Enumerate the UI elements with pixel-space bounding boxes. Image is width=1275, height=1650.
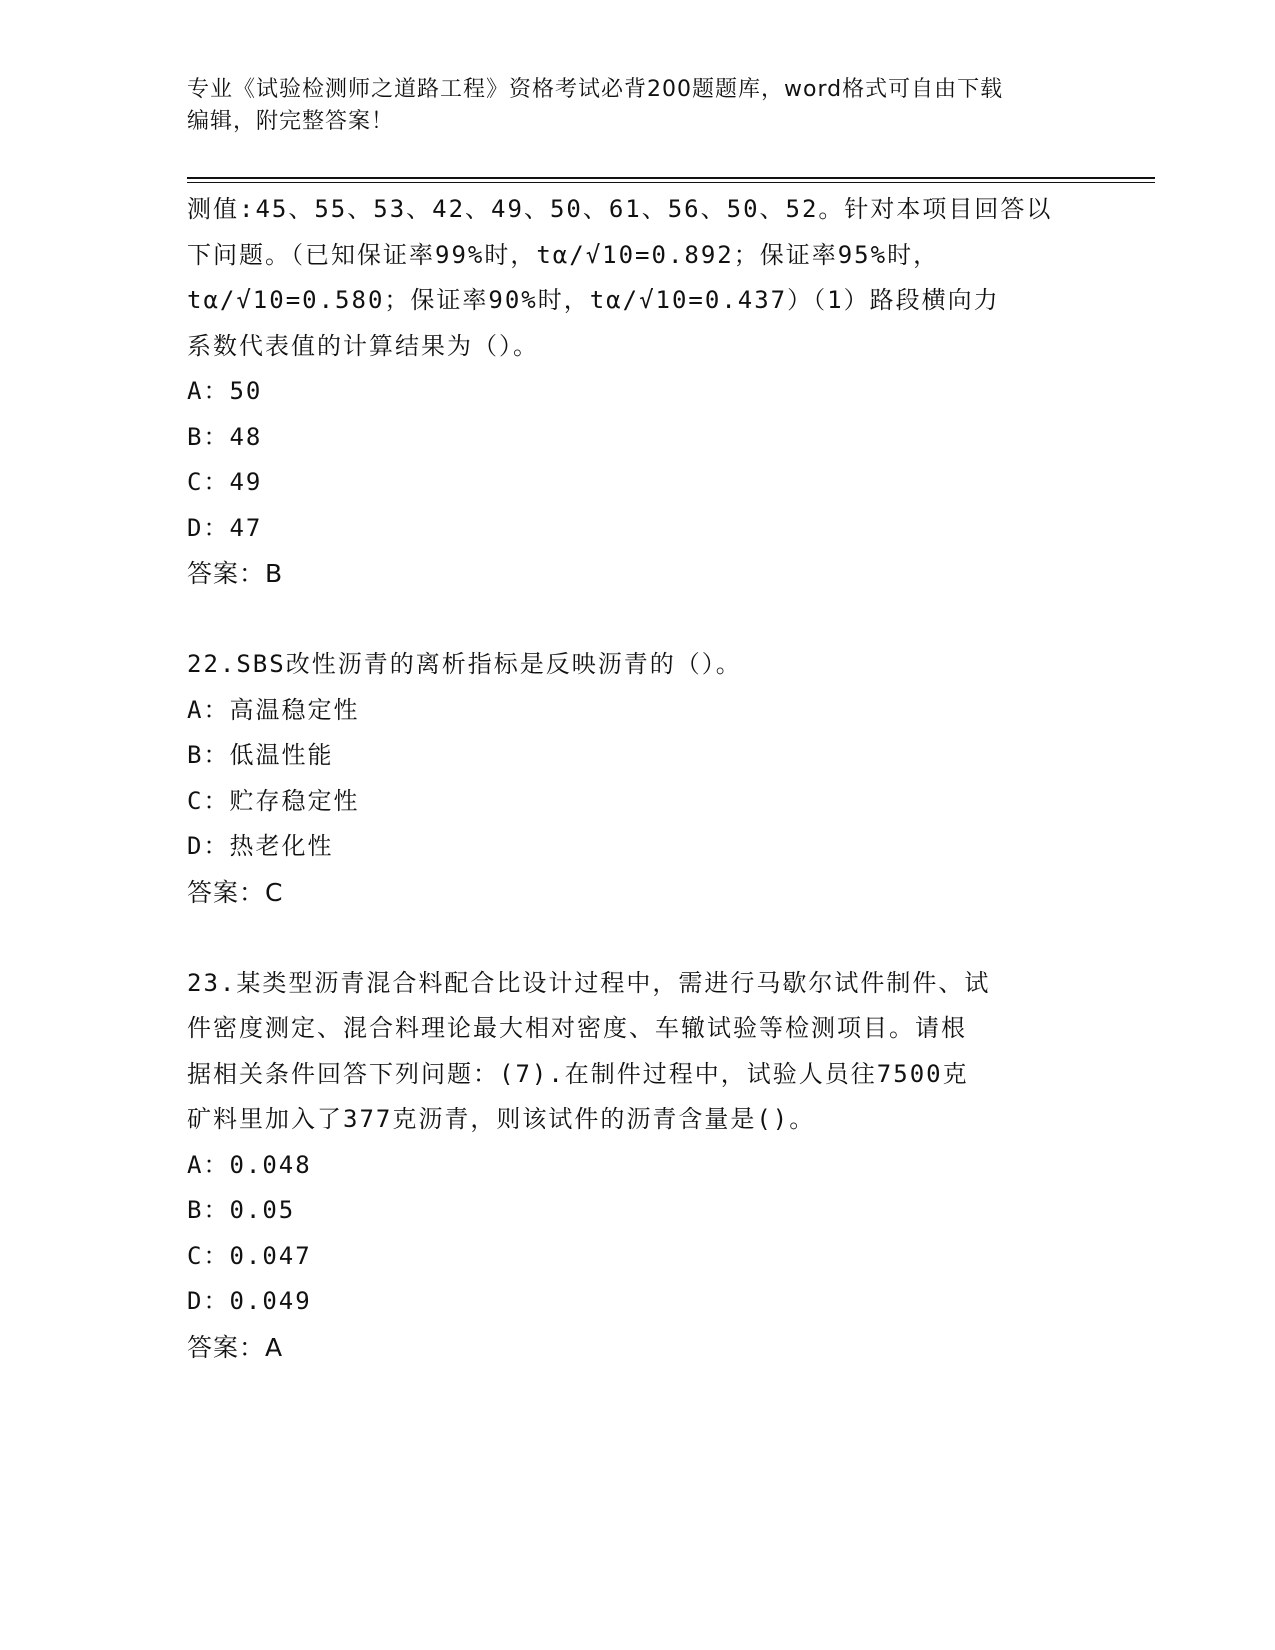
question-content bbox=[187, 187, 1087, 1370]
question-22-option-a: A：高温稳定性 bbox=[187, 695, 360, 724]
question-21-text-line-1: 测值:45、55、53、42、49、50、61、56、50、52。针对本项目回答以 bbox=[187, 195, 1053, 223]
question-22-option-b: B：低温性能 bbox=[187, 741, 334, 769]
question-21-text-line-2: 下问题。（已知保证率99%时，tα/√10=0.892；保证率95%时， bbox=[187, 240, 940, 269]
header-divider-thick bbox=[187, 177, 1155, 179]
question-21-option-a: A：50 bbox=[187, 377, 263, 405]
question-23-option-a: A：0.048 bbox=[187, 1150, 312, 1179]
question-21 bbox=[187, 187, 1087, 597]
question-23-text-line-4: 矿料里加入了377克沥青，则该试件的沥青含量是()。 bbox=[187, 1105, 816, 1133]
header-title-line-2: 编辑，附完整答案！ bbox=[187, 109, 395, 134]
question-spacer bbox=[187, 915, 1087, 961]
question-22-answer: 答案：C bbox=[187, 877, 284, 907]
header-divider-thin bbox=[187, 182, 1155, 183]
question-23-text-line-2: 件密度测定、混合料理论最大相对密度、车辙试验等检测项目。请根 bbox=[187, 1014, 967, 1042]
question-21-option-c: C：49 bbox=[187, 468, 263, 496]
question-23-text-line-1: 23.某类型沥青混合料配合比设计过程中，需进行马歇尔试件制件、试 bbox=[187, 968, 991, 997]
question-22-option-c: C：贮存稳定性 bbox=[187, 786, 360, 815]
question-23-answer: 答案：A bbox=[187, 1332, 284, 1362]
question-22-option-d: D：热老化性 bbox=[187, 832, 334, 860]
question-22 bbox=[187, 642, 1087, 915]
question-21-text-line-4: 系数代表值的计算结果为（）。 bbox=[187, 331, 539, 360]
question-23-text-line-3: 据相关条件回答下列问题：(7).在制件过程中，试验人员往7500克 bbox=[187, 1059, 969, 1088]
question-21-option-d: D：47 bbox=[187, 513, 263, 542]
question-23-option-c: C：0.047 bbox=[187, 1241, 312, 1270]
question-23-option-b: B：0.05 bbox=[187, 1196, 296, 1224]
question-23-option-d: D：0.049 bbox=[187, 1287, 312, 1315]
document-header bbox=[187, 74, 1067, 138]
question-21-answer: 答案：B bbox=[187, 559, 284, 588]
header-title-line-1: 专业《试验检测师之道路工程》资格考试必背200题题库，word格式可自由下载 bbox=[187, 77, 1004, 102]
question-22-text-line-1: 22.SBS改性沥青的离析指标是反映沥青的（）。 bbox=[187, 650, 742, 678]
question-21-option-b: B：48 bbox=[187, 422, 263, 451]
question-21-text-line-3: tα/√10=0.580；保证率90%时，tα/√10=0.437）（1）路段横向力 bbox=[187, 286, 1000, 314]
question-spacer bbox=[187, 597, 1087, 643]
question-23 bbox=[187, 961, 1087, 1371]
